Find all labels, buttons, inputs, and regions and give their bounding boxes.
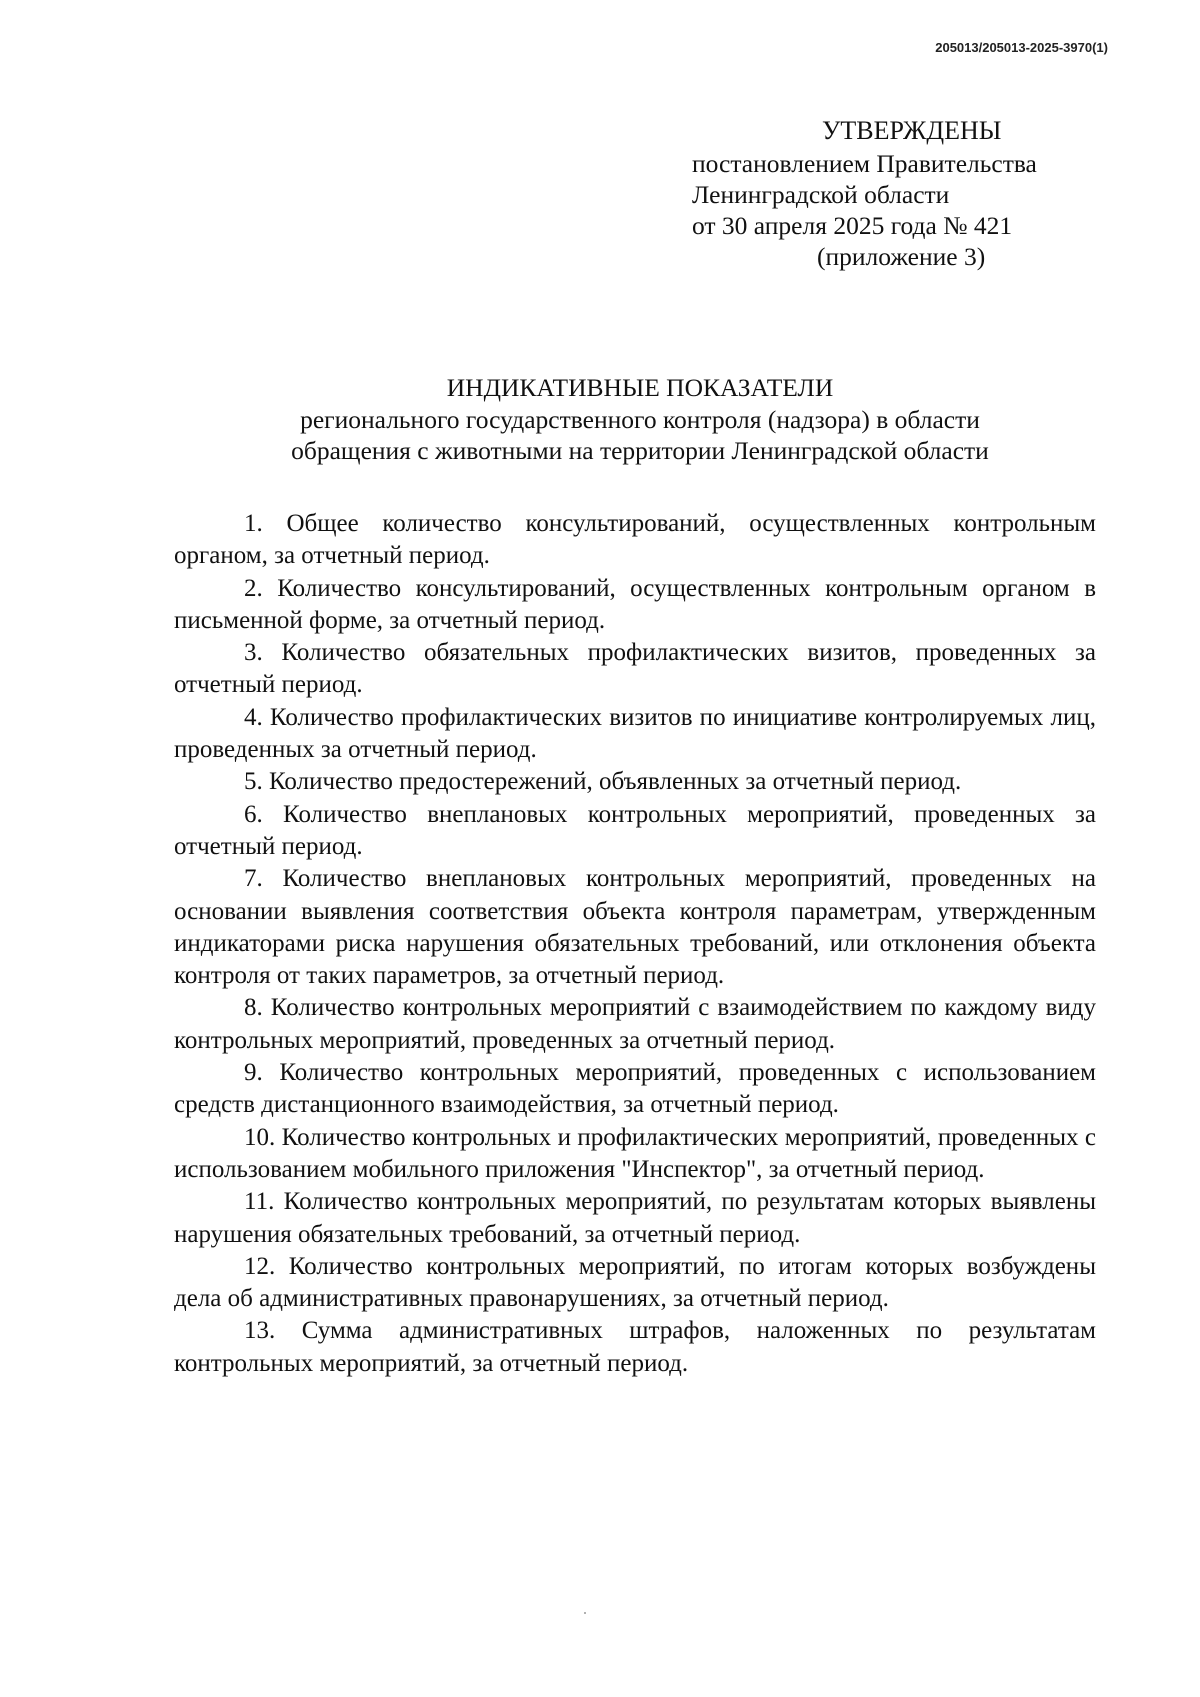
document-id: 205013/205013-2025-3970(1)	[935, 40, 1108, 55]
indicator-item: 5. Количество предостережений, объявленных за отчетный период.	[244, 768, 962, 796]
document-subtitle-line: обращения с животными на территории Ленинградской области	[291, 436, 989, 465]
indicator-item: 4. Количество профилактических визитов по инициативе контролируемых лиц, проведенных за отчетный период.	[174, 703, 1096, 764]
document-title-block	[180, 372, 1100, 467]
indicator-item: 1. Общее количество консультирований, осуществленных контрольным органом, за отчетный период.	[174, 510, 1096, 570]
indicator-item: 3. Количество обязательных профилактических визитов, проведенных за отчетный период.	[174, 639, 1096, 699]
indicator-item: 6. Количество внеплановых контрольных мероприятий, проведенных за отчетный период.	[174, 800, 1096, 860]
indicator-item: 13. Сумма административных штрафов, наложенных по результатам контрольных мероприятий, за отчетный период.	[174, 1317, 1096, 1377]
indicator-list	[174, 508, 1096, 1380]
approval-heading: УТВЕРЖДЕНЫ	[822, 116, 1002, 145]
approval-line: постановлением Правительства	[692, 149, 1037, 178]
indicator-item: 2. Количество консультирований, осуществленных контрольным органом в письменной форме, за отчетный период.	[174, 574, 1096, 634]
indicator-item: 10. Количество контрольных и профилактических мероприятий, проведенных с использованием мобильного приложения "Инспектор", за отчетный период.	[174, 1123, 1096, 1183]
approval-line: Ленинградской области	[692, 180, 950, 209]
indicator-item: 9. Количество контрольных мероприятий, проведенных с использованием средств дистанционного взаимодействия, за отчетный период.	[174, 1059, 1096, 1119]
indicator-item: 12. Количество контрольных мероприятий, по итогам которых возбуждены дела об административных правонарушениях, за отчетный период.	[174, 1252, 1096, 1313]
document-subtitle-line: регионального государственного контроля (надзора) в области	[300, 404, 980, 434]
indicator-item: 8. Количество контрольных мероприятий с взаимодействием по каждому виду контрольных мероприятий, проведенных за отчетный период.	[174, 994, 1096, 1054]
indicator-item: 7. Количество внеплановых контрольных мероприятий, проведенных на основании выявления соответствия объекта контроля параметрам, утвержденным индикаторами риска нарушения обязательных требований, или отклонения объекта контроля от таких параметров, за отчетный период.	[174, 865, 1096, 990]
approval-line: от 30 апреля 2025 года № 421	[692, 211, 1013, 240]
scan-dot	[584, 1612, 586, 1614]
approval-appendix: (приложение 3)	[817, 242, 986, 271]
approval-block	[692, 115, 1122, 272]
document-title: ИНДИКАТИВНЫЕ ПОКАЗАТЕЛИ	[446, 373, 834, 402]
indicator-item: 11. Количество контрольных мероприятий, по результатам которых выявлены нарушения обязательных требований, за отчетный период.	[174, 1188, 1096, 1248]
